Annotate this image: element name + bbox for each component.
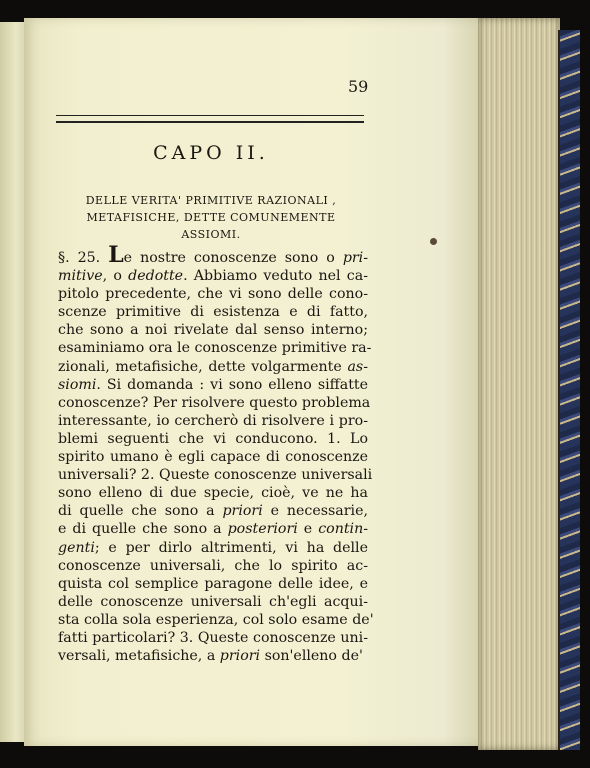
- italic-word: priori: [219, 648, 261, 665]
- text-line: e di quelle che sono a posteriori e contin-: [58, 521, 368, 538]
- text-line: interessante, io cercherò di risolvere i pro-: [58, 412, 368, 429]
- page-fore-edge: [478, 18, 560, 750]
- text-line: esaminiamo ora le conoscenze primitive ra-: [58, 340, 372, 357]
- text-line: conoscenze? Per risolvere questo problema: [58, 394, 371, 411]
- paragraph-number: §. 25.: [58, 250, 109, 266]
- italic-word: posteriori: [227, 521, 298, 538]
- subtitle-line: METAFISICHE, DETTE COMUNEMENTE: [86, 211, 336, 224]
- italic-word: dedotte: [128, 268, 184, 285]
- chapter-heading: CAPO II.: [153, 142, 269, 164]
- text-line: sta colla sola esperienza, col solo esame de': [58, 611, 374, 628]
- italic-word: as-: [347, 358, 368, 375]
- subtitle-line: DELLE VERITA' PRIMITIVE RAZIONALI ,: [85, 194, 337, 207]
- italic-word: mitive: [58, 268, 103, 285]
- italic-word: genti: [58, 539, 95, 556]
- text-line: zionali, metafisiche, dette volgarmente as-: [58, 358, 368, 375]
- chapter-subtitle: [58, 192, 364, 243]
- text-line: quista col semplice paragone delle idee, e: [58, 575, 368, 592]
- text-line: universali? 2. Queste conoscenze universali: [58, 467, 373, 484]
- text-line: sono elleno di due specie, cioè, ve ne ha: [58, 485, 368, 502]
- text-line: spirito umano è egli capace di conoscenze: [58, 449, 368, 466]
- text-line: di quelle che sono a priori e necessarie,: [58, 503, 368, 520]
- italic-word: pri-: [342, 250, 369, 266]
- text-line: blemi seguenti che vi conducono. 1. Lo: [58, 430, 368, 447]
- text-line: pitolo precedente, che vi sono delle cono-: [58, 286, 368, 303]
- header-rule: [56, 115, 364, 123]
- text-line: che sono a noi rivelate dal senso interno;: [58, 322, 368, 339]
- text-line: mitive, o dedotte. Abbiamo veduto nel ca-: [58, 268, 368, 285]
- italic-word: contin-: [318, 521, 368, 538]
- text-line: genti; e per dirlo altrimenti, vi ha delle: [58, 539, 368, 556]
- page-number: 59: [348, 77, 369, 96]
- drop-cap: L: [108, 242, 124, 268]
- italic-word: priori: [222, 503, 263, 520]
- body-paragraph: [58, 242, 374, 665]
- text-line: versali, metafisiche, a priori son'elleno de': [58, 648, 363, 665]
- left-page-edge: [0, 22, 27, 742]
- text-line: scenze primitive di esistenza e di fatto,: [58, 304, 368, 321]
- italic-word: siomi: [58, 376, 97, 393]
- text-line: fatti particolari? 3. Queste conoscenze uni-: [58, 629, 368, 646]
- text-line: conoscenze universali, che lo spirito ac-: [58, 557, 368, 574]
- text-line: §. 25. Le nostre conoscenze sono o pri-: [58, 242, 369, 268]
- ink-spot: [430, 238, 437, 245]
- marbled-cover: [558, 30, 580, 750]
- text-line: delle conoscenze universali ch'egli acqui-: [58, 593, 368, 610]
- subtitle-line: ASSIOMI.: [181, 228, 241, 241]
- text-line: siomi. Si domanda : vi sono elleno siffatte: [58, 376, 368, 393]
